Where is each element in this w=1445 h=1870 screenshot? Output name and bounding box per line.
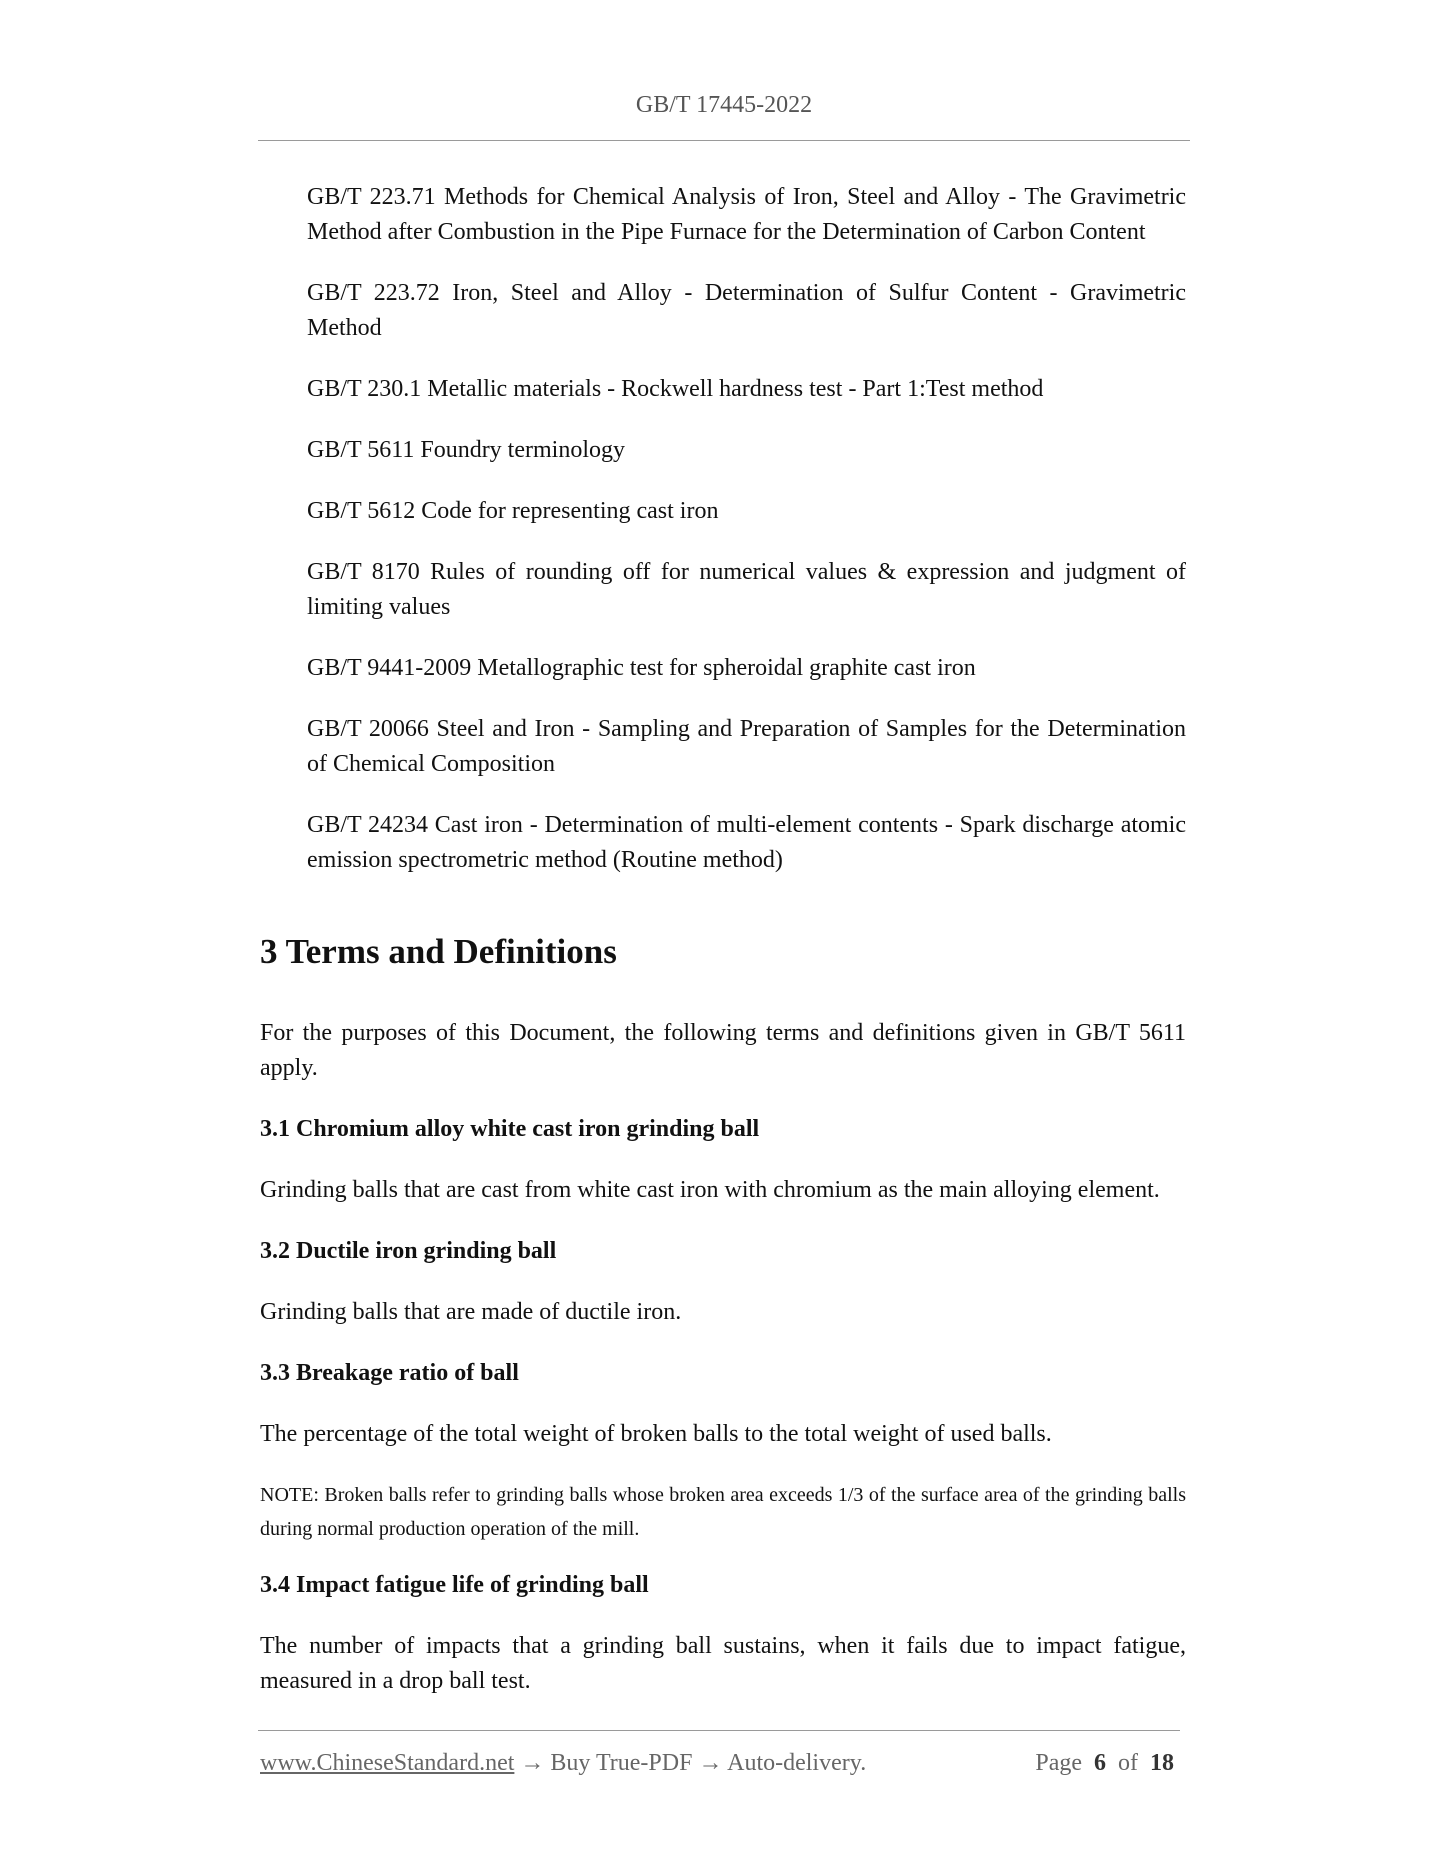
reference-item: GB/T 223.71 Methods for Chemical Analysis of Iron, Steel and Alloy - The Gravimetric Method after Combustion in the Pipe Furnace for the Determination of Carbon Content (307, 184, 1186, 245)
total-pages: 18 (1150, 1750, 1174, 1776)
terms-section (260, 930, 1186, 1725)
term-title: 3.2 Ductile iron grinding ball (260, 1238, 557, 1264)
page-number: 6 (1094, 1750, 1106, 1776)
reference-item: GB/T 20066 Steel and Iron - Sampling and Preparation of Samples for the Determination of Chemical Composition (307, 716, 1186, 777)
term-note: NOTE: Broken balls refer to grinding balls whose broken area exceeds 1/3 of the surface area of the grinding balls during normal production operation of the mill. (260, 1484, 1186, 1540)
term-definition: Grinding balls that are made of ductile iron. (260, 1299, 682, 1325)
term-definition: The number of impacts that a grinding ball sustains, when it fails due to impact fatigue, measured in a drop ball test. (260, 1633, 1186, 1694)
reference-item: GB/T 230.1 Metallic materials - Rockwell hardness test - Part 1:Test method (307, 376, 1044, 402)
footer-promo (260, 1750, 866, 1777)
reference-item: GB/T 9441-2009 Metallographic test for spheroidal graphite cast iron (307, 655, 976, 681)
footer-promo-text: → Buy True-PDF → Auto-delivery. (514, 1750, 867, 1776)
page-header: GB/T 17445-2022 (635, 92, 813, 118)
term-definition: Grinding balls that are cast from white cast iron with chromium as the main alloying element. (260, 1177, 1160, 1203)
section-title: 3 Terms and Definitions (260, 932, 617, 971)
footer-divider (258, 1730, 1180, 1731)
reference-item: GB/T 5612 Code for representing cast iron (307, 498, 719, 524)
page-indicator (1035, 1750, 1174, 1777)
term-definition: The percentage of the total weight of broken balls to the total weight of used balls. (260, 1421, 1052, 1447)
header-divider (258, 140, 1190, 141)
reference-item: GB/T 8170 Rules of rounding off for numerical values & expression and judgment of limiting values (307, 559, 1186, 620)
reference-item: GB/T 24234 Cast iron - Determination of multi-element contents - Spark discharge atomic emission spectrometric method (Routine method) (307, 812, 1186, 873)
page-label: Page (1035, 1750, 1082, 1776)
website-link[interactable]: www.ChineseStandard.net (260, 1750, 515, 1776)
reference-item: GB/T 223.72 Iron, Steel and Alloy - Determination of Sulfur Content - Gravimetric Method (307, 280, 1186, 341)
normative-references-list (307, 180, 1186, 904)
of-label: of (1118, 1750, 1138, 1776)
reference-item: GB/T 5611 Foundry terminology (307, 437, 625, 463)
term-title: 3.4 Impact fatigue life of grinding ball (260, 1572, 649, 1598)
term-title: 3.3 Breakage ratio of ball (260, 1360, 519, 1386)
section-intro: For the purposes of this Document, the following terms and definitions given in GB/T 5611 apply. (260, 1020, 1186, 1081)
term-title: 3.1 Chromium alloy white cast iron grinding ball (260, 1116, 760, 1142)
